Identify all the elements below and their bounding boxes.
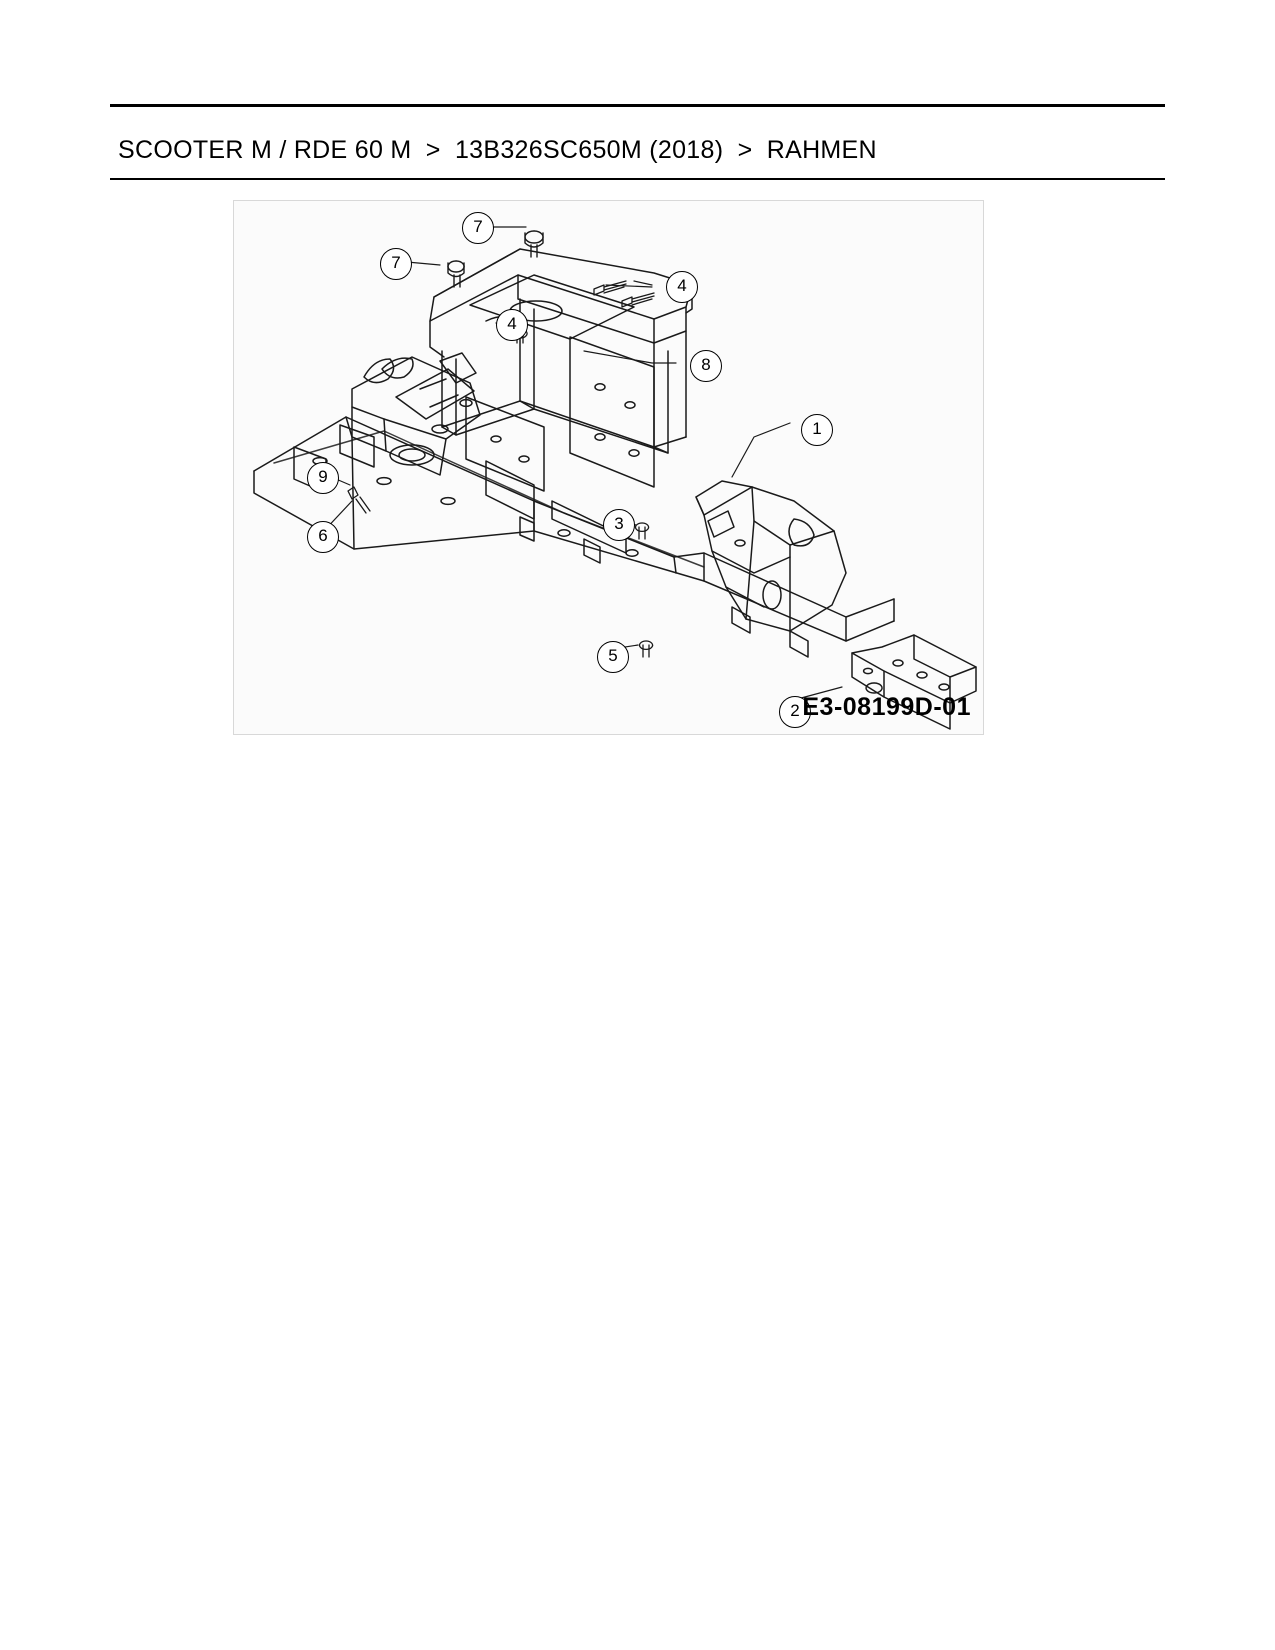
callout-7[interactable]: 7 xyxy=(462,212,494,244)
breadcrumb-part-number: 13B326SC650M (2018) xyxy=(454,136,724,164)
breadcrumb-section: RAHMEN xyxy=(766,136,877,164)
header-rule-bottom xyxy=(110,178,1165,180)
breadcrumb-separator-2: > xyxy=(737,136,753,164)
callout-2[interactable]: 2 xyxy=(779,696,811,728)
callout-5[interactable]: 5 xyxy=(597,641,629,673)
callout-8[interactable]: 8 xyxy=(690,350,722,382)
header-rule-top xyxy=(110,104,1165,107)
figure-code: E3-08199D-01 xyxy=(802,693,971,721)
callout-3[interactable]: 3 xyxy=(603,509,635,541)
callout-4[interactable]: 4 xyxy=(496,309,528,341)
callout-1[interactable]: 1 xyxy=(801,414,833,446)
callout-9[interactable]: 9 xyxy=(307,462,339,494)
exploded-parts-diagram xyxy=(233,200,984,735)
callout-4[interactable]: 4 xyxy=(666,271,698,303)
callout-6[interactable]: 6 xyxy=(307,521,339,553)
breadcrumb-model: SCOOTER M / RDE 60 M xyxy=(118,136,412,164)
breadcrumb-separator-1: > xyxy=(425,136,441,164)
callout-7[interactable]: 7 xyxy=(380,248,412,280)
breadcrumb xyxy=(118,136,877,165)
